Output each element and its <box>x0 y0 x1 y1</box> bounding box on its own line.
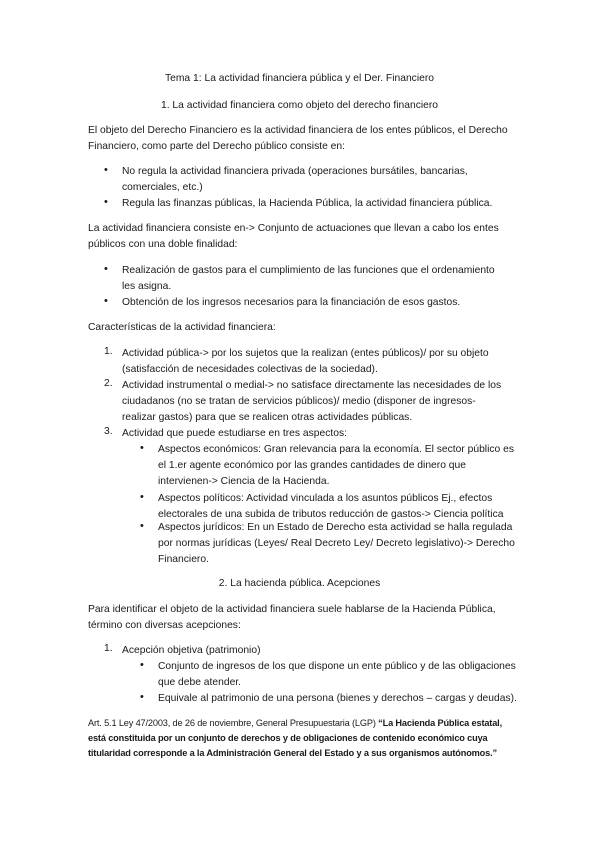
list-item-text: Actividad pública-> por los sujetos que la realizan (entes públicos)/ por su objeto (satisfacción de necesidades colectivas de la sociedad). <box>122 348 489 375</box>
intro-paragraph: El objeto del Derecho Financiero es la actividad financiera de los entes públicos, el Derecho Financiero, como parte del Derecho público consiste en: <box>88 125 508 152</box>
list-number: 1. <box>104 643 113 654</box>
bullet-icon: • <box>140 491 144 503</box>
characteristics-heading: Características de la actividad financiera: <box>88 322 276 333</box>
bullet-icon: • <box>104 164 108 176</box>
bullet-icon: • <box>140 442 144 454</box>
list-item-text: Obtención de los ingresos necesarios para la financiación de esos gastos. <box>122 297 461 308</box>
list-item-text: Realización de gastos para el cumplimiento de las funciones que el ordenamiento les asigna. <box>122 265 495 292</box>
bullet-icon: • <box>140 691 144 703</box>
list-item-text: Aspectos económicos: Gran relevancia para la economía. El sector público es el 1.er agente económico por las grandes cantidades de dinero que intervienen-> Ciencia de la Hacienda. <box>158 444 514 487</box>
bullet-icon: • <box>104 263 108 275</box>
list-item-text: Conjunto de ingresos de los que dispone un ente público y de las obligaciones que debe atender. <box>158 661 516 688</box>
list-item-text: Actividad instrumental o medial-> no satisface directamente las necesidades de los ciudadanos (no se tratan de servicios públicos)/ medio (disponer de ingresos-realizar gastos) para que se realicen otras actividades públicas. <box>122 380 502 423</box>
list-item-text: Equivale al patrimonio de una persona (bienes y derechos – cargas y deudas). <box>158 693 517 704</box>
list-number: 1. <box>104 346 113 357</box>
bullet-icon: • <box>104 295 108 307</box>
bullet-icon: • <box>140 520 144 532</box>
list-item-text: Actividad que puede estudiarse en tres aspectos: <box>122 428 347 439</box>
article-reference: Art. 5.1 Ley 47/2003, de 26 de noviembre, General Presupuestaria (LGP) <box>88 718 376 728</box>
list-item-text: Regula las finanzas públicas, la Hacienda Pública, la actividad financiera pública. <box>122 198 493 209</box>
article-text: “La Hacienda Pública estatal, está constituida por un conjunto de derechos y de obligaciones de contenido económico cuya titularidad corresponde a la Administración General del Estado y a sus organismos autónomos.” <box>88 718 502 758</box>
bullet-icon: • <box>140 659 144 671</box>
list-item-text: Aspectos políticos: Actividad vinculada a los asuntos públicos Ej., efectos electorales de una subida de tributos reducción de gastos-> Ciencia política <box>158 493 504 520</box>
list-number: 3. <box>104 426 113 437</box>
list-item-text: Aspectos jurídicos: En un Estado de Derecho esta actividad se halla regulada por normas jurídicas (Leyes/ Real Decreto Ley/ Decreto legislativo)-> Derecho Financiero. <box>158 522 515 565</box>
section-1-heading: 1. La actividad financiera como objeto del derecho financiero <box>160 100 439 111</box>
activity-definition: La actividad financiera consiste en-> Conjunto de actuaciones que llevan a cabo los entes públicos con una doble finalidad: <box>88 223 499 250</box>
document-title: Tema 1: La actividad financiera pública y el Der. Financiero <box>164 73 434 84</box>
section-2-heading: 2. La hacienda pública. Acepciones <box>218 578 381 589</box>
bullet-icon: • <box>104 196 108 208</box>
list-item-text: Acepción objetiva (patrimonio) <box>122 645 261 656</box>
hacienda-intro: Para identificar el objeto de la actividad financiera suele hablarse de la Hacienda Pública, término con diversas acepciones: <box>88 604 496 631</box>
list-item-text: No regula la actividad financiera privada (operaciones bursátiles, bancarias, comerciales, etc.) <box>122 166 468 193</box>
list-number: 2. <box>104 378 113 389</box>
article-quote <box>88 716 513 761</box>
